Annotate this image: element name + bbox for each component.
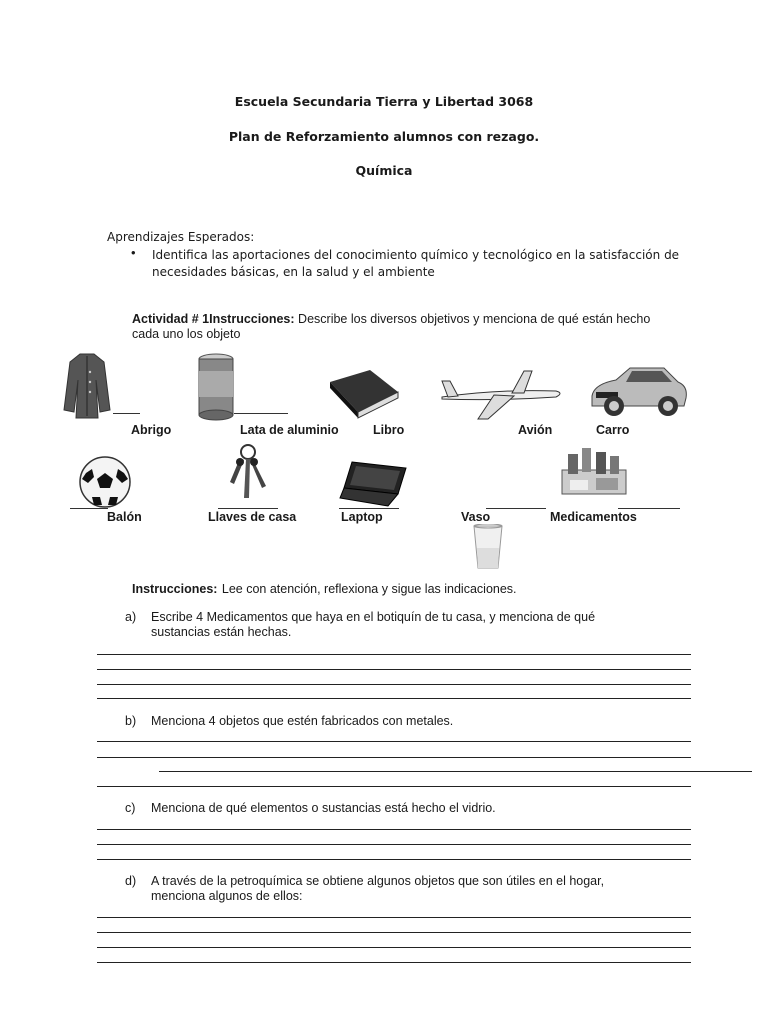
learning-heading: Aprendizajes Esperados: xyxy=(107,230,255,244)
school-name: Escuela Secundaria Tierra y Libertad 3068 xyxy=(234,94,534,109)
question-c-letter: c) xyxy=(125,801,136,815)
keys-icon xyxy=(222,442,274,504)
coat-icon xyxy=(60,350,114,422)
activity-text-line1: Describe los diversos objetivos y menciona de qué están hecho xyxy=(298,312,651,326)
learning-bullet-line2: necesidades básicas, en la salud y el ambiente xyxy=(152,265,435,279)
laptop-icon xyxy=(338,460,410,508)
answer-line-c3[interactable] xyxy=(97,859,691,860)
airplane-icon xyxy=(438,367,566,423)
answer-line-c2[interactable] xyxy=(97,844,691,845)
answer-blank-medicamentos[interactable] xyxy=(618,508,680,509)
answer-line-d3[interactable] xyxy=(97,947,691,948)
question-b-line1: Menciona 4 objetos que estén fabricados con metales. xyxy=(151,714,454,728)
question-d-line1: A través de la petroquímica se obtiene algunos objetos que son útiles en el hogar, xyxy=(151,874,605,888)
instructions-text: Lee con atención, reflexiona y sigue las indicaciones. xyxy=(221,582,517,596)
answer-line-a3[interactable] xyxy=(97,684,691,685)
bullet-icon: • xyxy=(131,245,136,260)
answer-line-b2[interactable] xyxy=(97,757,691,758)
question-d-line2: menciona algunos de ellos: xyxy=(151,889,303,903)
activity-label: Actividad # 1Instrucciones: xyxy=(132,312,295,326)
plan-title: Plan de Reforzamiento alumnos con rezago. xyxy=(228,129,540,144)
answer-blank-abrigo[interactable] xyxy=(113,413,140,414)
soccer-ball-icon xyxy=(78,455,132,509)
answer-line-a1[interactable] xyxy=(97,654,691,655)
question-a-line2: sustancias están hechas. xyxy=(151,625,292,639)
label-vaso: Vaso xyxy=(461,510,491,524)
instructions xyxy=(132,580,517,598)
learning-bullet-line1: Identifica las aportaciones del conocimiento químico y tecnológico en la satisfacción de xyxy=(152,248,680,262)
question-b-letter: b) xyxy=(125,714,137,728)
answer-blank-llaves[interactable] xyxy=(218,508,278,509)
answer-line-b4[interactable] xyxy=(97,786,691,787)
answer-line-b1[interactable] xyxy=(97,741,691,742)
aluminum-can-icon xyxy=(195,353,237,421)
answer-blank-balon[interactable] xyxy=(70,508,108,509)
activity-text-line2: cada uno los objeto xyxy=(132,327,241,341)
answer-line-d2[interactable] xyxy=(97,932,691,933)
label-lata: Lata de aluminio xyxy=(240,423,339,437)
answer-blank-vaso[interactable] xyxy=(486,508,546,509)
question-d-letter: d) xyxy=(125,874,137,888)
instructions-label: Instrucciones: xyxy=(132,582,218,596)
answer-line-a2[interactable] xyxy=(97,669,691,670)
label-avion: Avión xyxy=(518,423,553,437)
activity-instructions xyxy=(132,312,672,326)
answer-line-a4[interactable] xyxy=(97,698,691,699)
label-medicamentos: Medicamentos xyxy=(550,510,637,524)
subject-title: Química xyxy=(355,163,413,178)
answer-line-d1[interactable] xyxy=(97,917,691,918)
car-icon xyxy=(586,362,690,420)
answer-blank-laptop[interactable] xyxy=(339,508,399,509)
label-balon: Balón xyxy=(107,510,142,524)
book-icon xyxy=(326,368,402,420)
answer-line-d4[interactable] xyxy=(97,962,691,963)
label-llaves: Llaves de casa xyxy=(208,510,297,524)
label-libro: Libro xyxy=(373,423,405,437)
glass-icon xyxy=(470,524,506,570)
label-carro: Carro xyxy=(596,423,630,437)
answer-line-c1[interactable] xyxy=(97,829,691,830)
question-c-line1: Menciona de qué elementos o sustancias está hecho el vidrio. xyxy=(151,801,496,815)
answer-blank-lata[interactable] xyxy=(234,413,288,414)
question-a-line1: Escribe 4 Medicamentos que haya en el botiquín de tu casa, y menciona de qué xyxy=(151,610,596,624)
label-laptop: Laptop xyxy=(341,510,383,524)
medicines-icon xyxy=(556,444,632,500)
answer-line-b3[interactable] xyxy=(159,771,752,772)
question-a-letter: a) xyxy=(125,610,137,624)
label-abrigo: Abrigo xyxy=(131,423,172,437)
